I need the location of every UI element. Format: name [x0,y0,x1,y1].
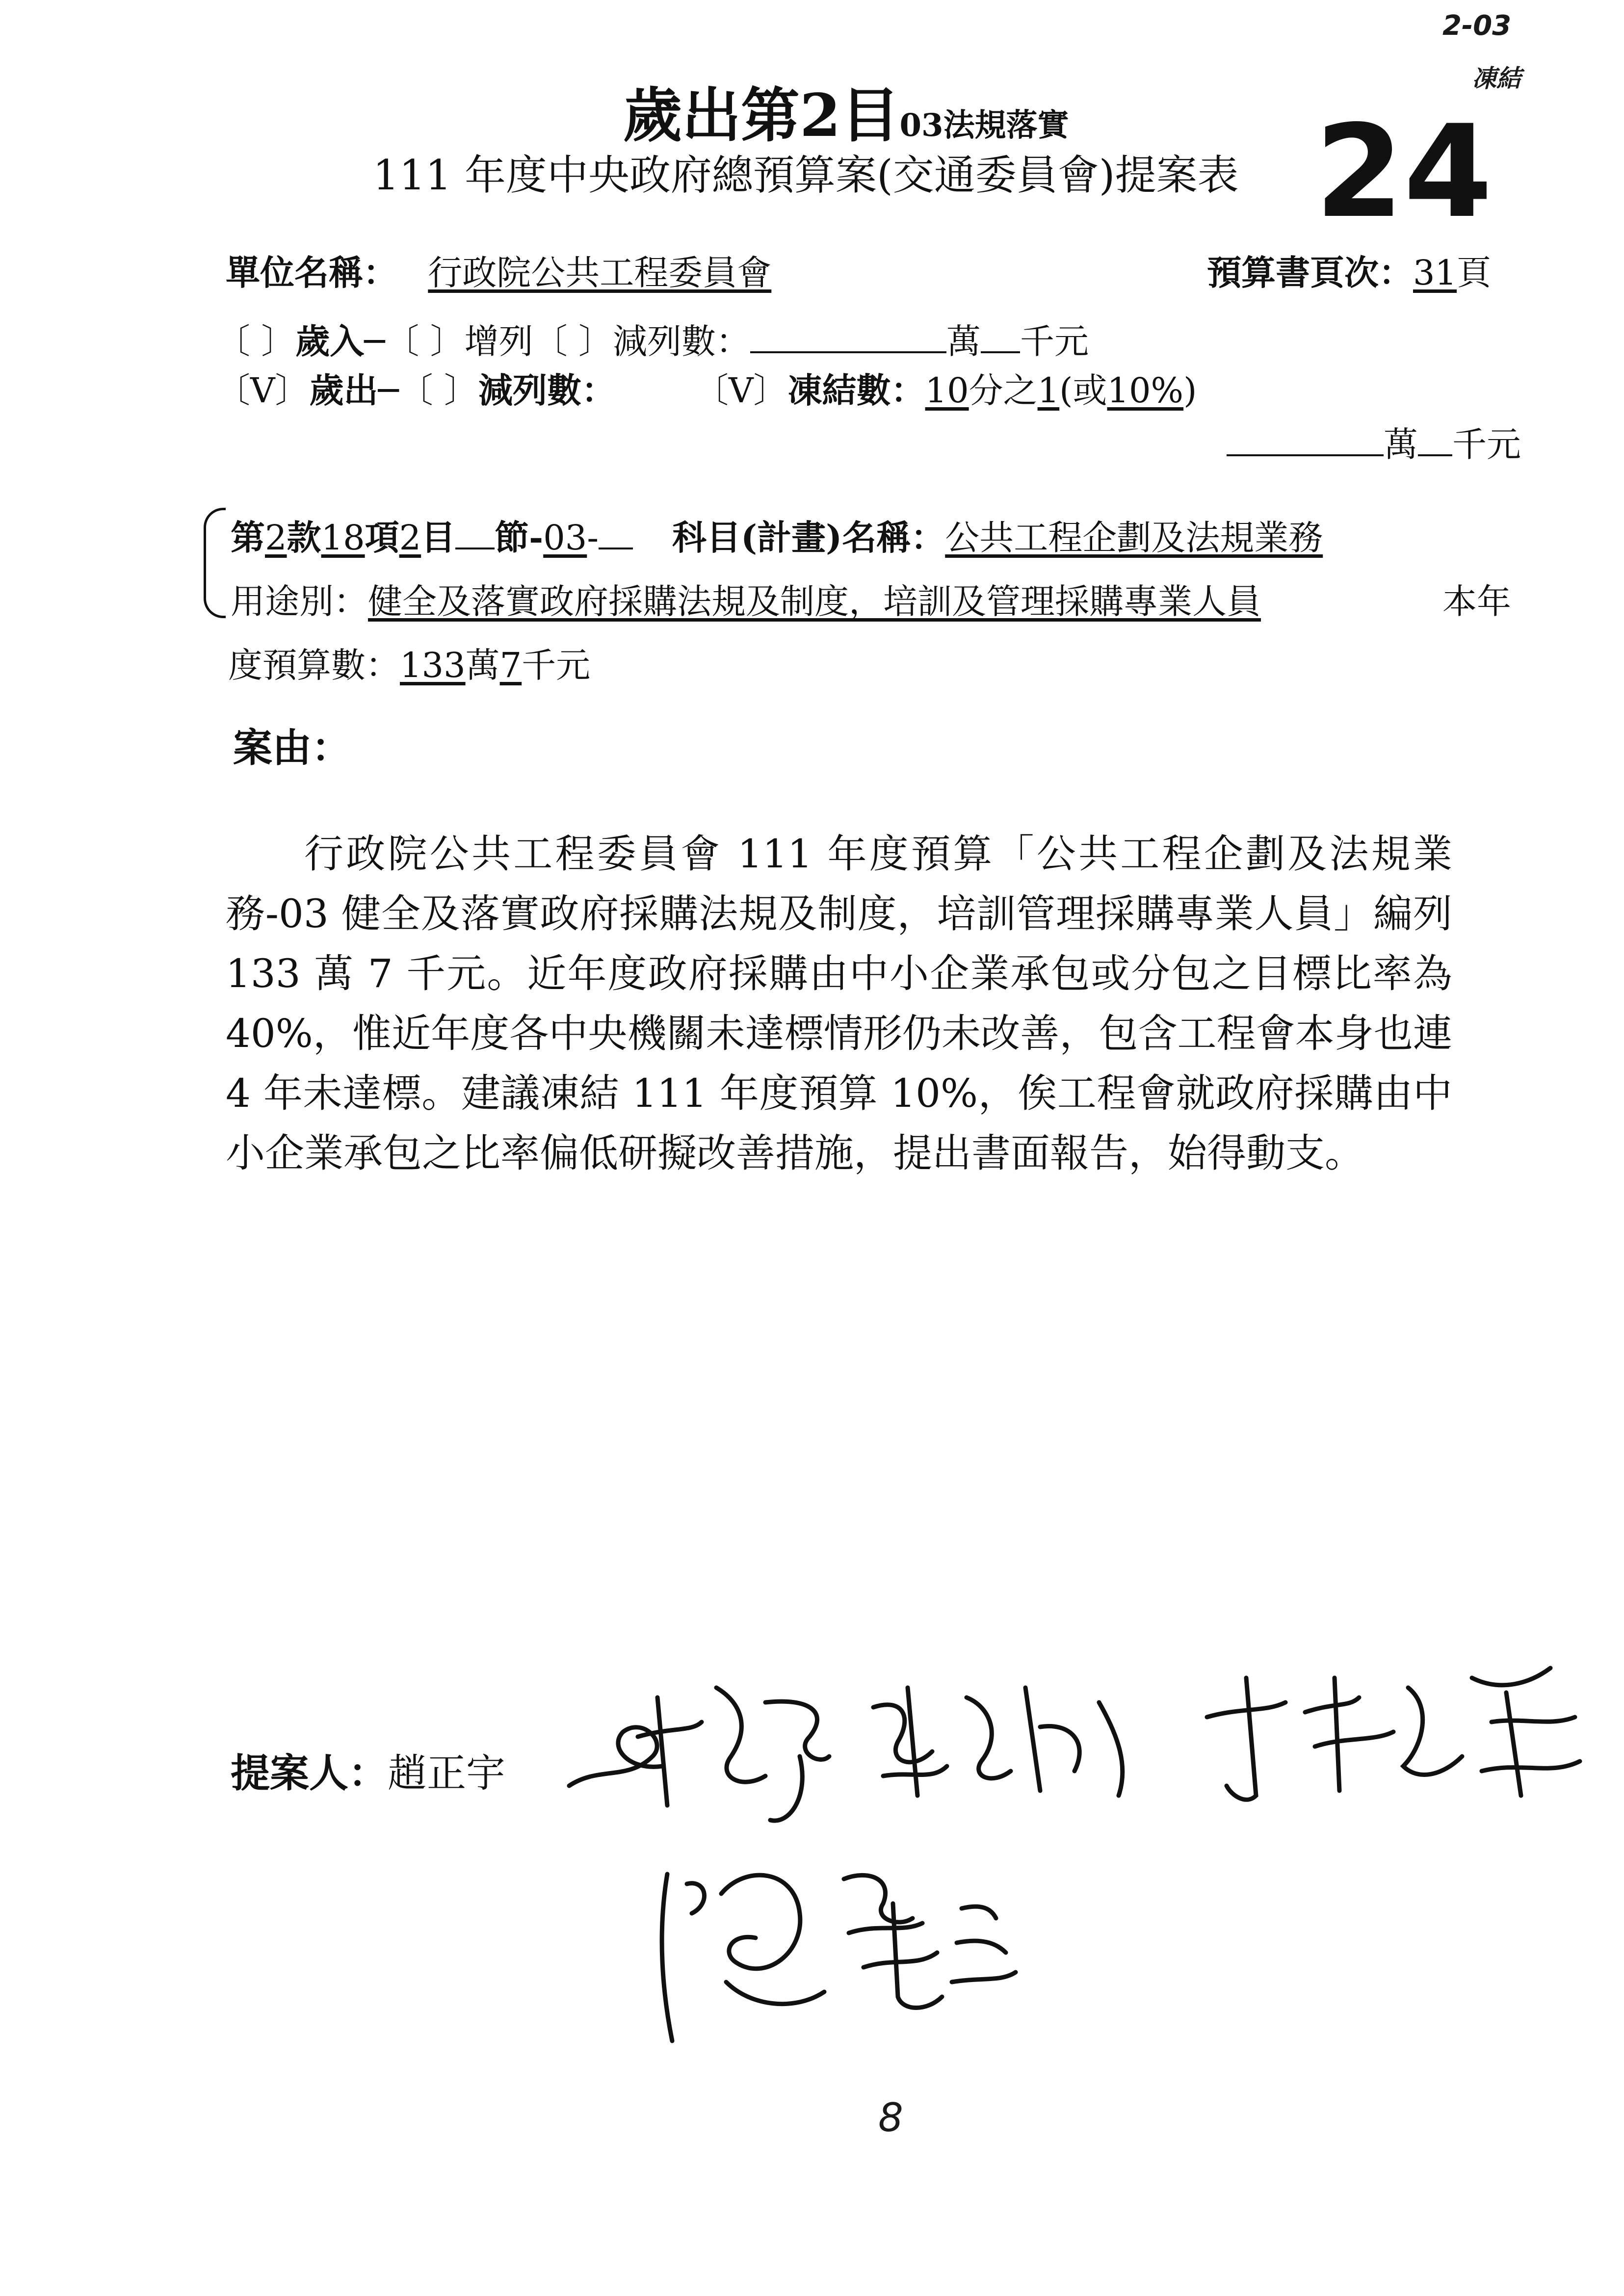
corner-code: 2-03 [1442,10,1512,42]
purpose-label: 用途別： [231,581,368,622]
revenue-decrease: 〔 〕減列數： [533,321,750,362]
budget-page-value: 31 [1413,253,1457,293]
purpose-year-label: 本年 [1442,581,1511,622]
revenue-increase: 〔 〕增列 [385,321,533,362]
jie-dash: - [587,518,599,558]
freeze-mid: 分之 [969,370,1038,411]
proposer-row [231,1742,505,1798]
unit-label: 單位名稱： [226,252,397,293]
unit-row [226,245,791,295]
expense-row [216,363,1197,413]
expense-prefix: 〔V〕 [216,370,310,411]
signature-2 [864,1668,1138,1825]
freeze-close: ) [1183,370,1197,411]
doc-title [623,69,1069,153]
account-row [231,510,1323,560]
kuan-label-1: 第 [231,517,265,558]
purpose-row [231,574,1261,624]
doc-subtitle: 111 年度中央政府總預算案(交通委員會)提案表 [373,151,1239,199]
current-budget-unit1: 萬 [465,645,500,685]
signature-3 [1187,1648,1590,1815]
xiang-label: 項 [365,517,399,558]
signature-1 [554,1658,859,1845]
kuan-label-2: 款 [287,517,321,558]
mu-label: 目 [421,517,456,558]
xiang-value: 18 [321,518,365,558]
jie-value: 03 [543,518,587,558]
revenue-row [216,314,1089,364]
subject-value: 公共工程企劃及法規業務 [945,518,1323,558]
expense-label: 歲出─ [309,370,399,411]
current-budget-row [228,638,590,687]
page-mark: 8 [878,2095,903,2140]
unit-value: 行政院公共工程委員會 [428,253,772,293]
budget-page-label: 預算書頁次： [1207,252,1413,293]
proposer-label: 提案人： [231,1750,388,1796]
budget-page-suffix: 頁 [1457,253,1492,293]
revenue-unit1: 萬 [946,321,981,362]
expense-reduce: 〔 〕 [398,370,478,411]
revenue-label: 歲入─ [295,321,385,362]
signature-4 [638,1835,1021,2065]
revenue-prefix: 〔 〕 [216,321,296,362]
current-budget-label: 度預算數： [228,645,400,685]
freeze-num: 1 [1037,370,1060,411]
corner-name: 凍結 [1472,64,1521,93]
current-budget-amount2: 7 [499,645,522,685]
account-brace [204,508,226,618]
freeze-label: 凍結數： [787,370,925,411]
title-note: 03法規落實 [899,107,1069,144]
current-budget-unit2: 千元 [522,645,591,685]
purpose-value: 健全及落實政府採購法規及制度，培訓及管理採購專業人員 [368,581,1261,622]
jie-label: 節- [495,517,544,558]
reason-label: 案由： [233,725,351,771]
freeze-or: (或 [1059,370,1107,411]
reason-text: 行政院公共工程委員會 111 年度預算「公共工程企劃及法規業務-03 健全及落實政府採購法規及制度，培訓管理採購專業人員」編列 133 萬 7 千元。近年度政府採購由中小企業承包或分包之目標比率為 40%，惟近年度各中央機關未達標情形仍未改善，包含工程會本身也連 4 年未達標。建議凍結 111 年度預算 10%，俟工程會就政府採購由中小企業承包之比率偏低研擬改善措施，提出書面報告，始得動支。 [226,831,1452,1176]
freeze-den: 10 [925,370,969,411]
amount-unit2: 千元 [1452,424,1521,465]
kuan-value: 2 [265,518,287,558]
proposer-name: 趙正宇 [388,1750,505,1796]
current-budget-amount1: 133 [400,645,466,685]
title-main: 歲出第2目 [623,81,900,150]
budget-page-row [1207,245,1491,295]
handwritten-number: 24 [1315,98,1493,246]
subject-label: 科目(計畫)名稱： [672,517,945,558]
expense-reduce-label: 減列數： [478,370,616,411]
mu-value: 2 [399,518,421,558]
amount-unit1: 萬 [1384,424,1418,465]
amount-row [1227,417,1521,467]
freeze-prefix: 〔V〕 [694,370,788,411]
freeze-pct: 10% [1107,370,1184,411]
revenue-unit2: 千元 [1020,321,1089,362]
